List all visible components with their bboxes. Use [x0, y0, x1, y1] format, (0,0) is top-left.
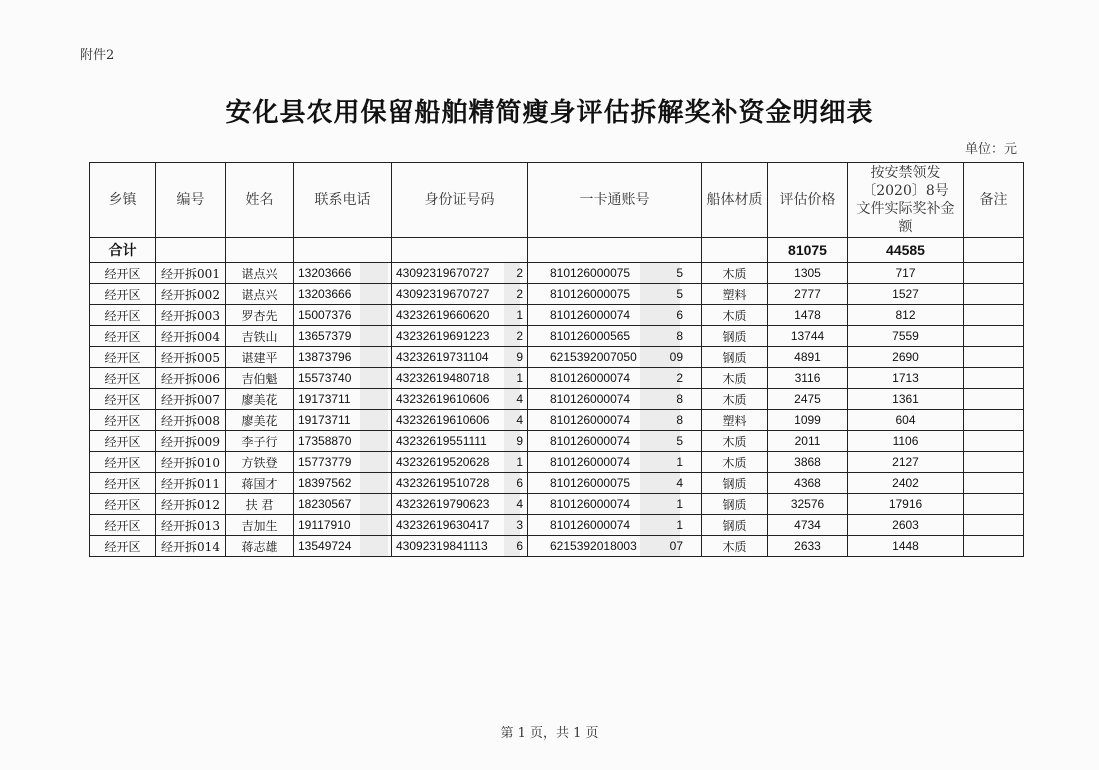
- cell-appraisal: 2011: [768, 431, 848, 452]
- table-row: [90, 431, 1024, 452]
- idcard-text: 43232619630417: [396, 518, 490, 532]
- redaction-block: [640, 263, 680, 283]
- table-header-row: [90, 163, 1024, 238]
- cell-phone: [294, 305, 392, 326]
- cell-name: 吉铁山: [226, 326, 294, 347]
- col-header-phone: 联系电话: [294, 163, 392, 238]
- cell-appraisal: 13744: [768, 326, 848, 347]
- account-tail: 09: [669, 350, 683, 364]
- cell-town: 经开区: [90, 431, 156, 452]
- cell-idcard: [392, 410, 528, 431]
- phone-text: 17358870: [298, 434, 352, 448]
- account-tail: 07: [669, 539, 683, 553]
- cell-name: 谌点兴: [226, 263, 294, 284]
- table-cell: [702, 238, 768, 263]
- table-row: [90, 263, 1024, 284]
- cell-idcard: [392, 431, 528, 452]
- cell-phone: [294, 536, 392, 557]
- idcard-text: 43232619480718: [396, 371, 490, 385]
- phone-text: 19173711: [298, 392, 351, 406]
- table-row: [90, 389, 1024, 410]
- cell-subsidy: 2127: [848, 452, 964, 473]
- cell-subsidy: 2603: [848, 515, 964, 536]
- cell-id: 经开拆014: [156, 536, 226, 557]
- cell-material: 塑料: [702, 284, 768, 305]
- idcard-tail: 2: [516, 266, 523, 280]
- cell-town: 经开区: [90, 347, 156, 368]
- idcard-text: 43232619790623: [396, 497, 490, 511]
- redaction-block: [640, 326, 680, 346]
- cell-account: [528, 305, 702, 326]
- cell-phone: [294, 326, 392, 347]
- idcard-tail: 1: [516, 455, 523, 469]
- cell-account: [528, 410, 702, 431]
- cell-town: 经开区: [90, 284, 156, 305]
- cell-subsidy: 1106: [848, 431, 964, 452]
- cell-phone: [294, 263, 392, 284]
- cell-appraisal: 4891: [768, 347, 848, 368]
- table-row: [90, 473, 1024, 494]
- cell-idcard: [392, 263, 528, 284]
- redaction-block: [360, 431, 388, 451]
- cell-phone: [294, 368, 392, 389]
- cell-subsidy: 1527: [848, 284, 964, 305]
- cell-note: [964, 410, 1024, 431]
- cell-account: [528, 431, 702, 452]
- cell-idcard: [392, 452, 528, 473]
- cell-name: 扶 君: [226, 494, 294, 515]
- cell-subsidy: 2690: [848, 347, 964, 368]
- idcard-text: 43232619660620: [396, 308, 490, 322]
- idcard-text: 43092319841113: [396, 539, 488, 553]
- account-tail: 8: [676, 413, 683, 427]
- account-text: 810126000074: [550, 371, 631, 385]
- cell-idcard: [392, 536, 528, 557]
- phone-text: 15007376: [298, 308, 352, 322]
- cell-material: 钢质: [702, 494, 768, 515]
- cell-note: [964, 347, 1024, 368]
- cell-town: 经开区: [90, 263, 156, 284]
- table-row: [90, 368, 1024, 389]
- cell-idcard: [392, 389, 528, 410]
- cell-name: 蒋国才: [226, 473, 294, 494]
- cell-subsidy: 812: [848, 305, 964, 326]
- redaction-block: [640, 431, 680, 451]
- col-header-subsidy: 按安禁领发〔2020〕8号文件实际奖补金额: [848, 163, 964, 238]
- phone-text: 13203666: [298, 287, 352, 301]
- table-cell: [528, 238, 702, 263]
- cell-name: 罗杏先: [226, 305, 294, 326]
- cell-note: [964, 326, 1024, 347]
- cell-note: [964, 263, 1024, 284]
- col-header-idcard: 身份证号码: [392, 163, 528, 238]
- cell-note: [964, 452, 1024, 473]
- cell-account: [528, 494, 702, 515]
- phone-text: 13657379: [298, 329, 352, 343]
- cell-subsidy: 1713: [848, 368, 964, 389]
- redaction-block: [360, 389, 388, 409]
- cell-note: [964, 431, 1024, 452]
- cell-name: 廖美花: [226, 410, 294, 431]
- table-cell: [392, 238, 528, 263]
- account-text: 810126000074: [550, 518, 631, 532]
- document-title: 安化县农用保留船舶精简瘦身评估拆解奖补资金明细表: [225, 98, 874, 128]
- cell-appraisal: 32576: [768, 494, 848, 515]
- cell-id: 经开拆001: [156, 263, 226, 284]
- phone-text: 18230567: [298, 497, 352, 511]
- cell-account: [528, 473, 702, 494]
- account-text: 810126000074: [550, 413, 631, 427]
- idcard-tail: 2: [516, 287, 523, 301]
- redaction-block: [360, 473, 388, 493]
- cell-name: 廖美花: [226, 389, 294, 410]
- cell-material: 木质: [702, 536, 768, 557]
- cell-account: [528, 368, 702, 389]
- cell-idcard: [392, 473, 528, 494]
- redaction-block: [640, 389, 680, 409]
- cell-appraisal: 4368: [768, 473, 848, 494]
- cell-material: 木质: [702, 431, 768, 452]
- idcard-tail: 9: [516, 350, 523, 364]
- account-text: 810126000565: [550, 329, 631, 343]
- cell-id: 经开拆005: [156, 347, 226, 368]
- cell-town: 经开区: [90, 536, 156, 557]
- subsidy-table: [89, 162, 1024, 557]
- cell-appraisal: 2633: [768, 536, 848, 557]
- cell-name: 吉加生: [226, 515, 294, 536]
- cell-town: 经开区: [90, 368, 156, 389]
- phone-text: 13873796: [298, 350, 352, 364]
- phone-text: 13203666: [298, 266, 352, 280]
- cell-idcard: [392, 347, 528, 368]
- table-row: [90, 326, 1024, 347]
- cell-town: 经开区: [90, 326, 156, 347]
- cell-town: 经开区: [90, 494, 156, 515]
- unit-label: 单位：元: [965, 142, 1018, 157]
- redaction-block: [640, 284, 680, 304]
- cell-note: [964, 536, 1024, 557]
- cell-idcard: [392, 368, 528, 389]
- cell-town: 经开区: [90, 473, 156, 494]
- idcard-text: 43232619610606: [396, 413, 490, 427]
- col-header-account: 一卡通账号: [528, 163, 702, 238]
- cell-material: 木质: [702, 263, 768, 284]
- account-text: 6215392007050: [550, 350, 637, 364]
- redaction-block: [360, 347, 388, 367]
- phone-text: 18397562: [298, 476, 352, 490]
- cell-account: [528, 515, 702, 536]
- account-text: 810126000074: [550, 455, 631, 469]
- col-header-town: 乡镇: [90, 163, 156, 238]
- cell-note: [964, 515, 1024, 536]
- cell-phone: [294, 410, 392, 431]
- account-tail: 1: [676, 455, 683, 469]
- cell-appraisal: 2475: [768, 389, 848, 410]
- account-tail: 8: [676, 392, 683, 406]
- cell-id: 经开拆010: [156, 452, 226, 473]
- cell-material: 钢质: [702, 326, 768, 347]
- phone-text: 19117910: [298, 518, 351, 532]
- cell-phone: [294, 389, 392, 410]
- account-tail: 2: [676, 371, 683, 385]
- cell-subsidy: 7559: [848, 326, 964, 347]
- cell-id: 经开拆012: [156, 494, 226, 515]
- cell-phone: [294, 431, 392, 452]
- cell-appraisal: 1478: [768, 305, 848, 326]
- total-subsidy: 44585: [848, 238, 964, 263]
- cell-name: 蒋志雄: [226, 536, 294, 557]
- idcard-text: 43232619510728: [396, 476, 490, 490]
- table-cell: [226, 238, 294, 263]
- idcard-text: 43232619551111: [396, 434, 487, 448]
- col-header-material: 船体材质: [702, 163, 768, 238]
- idcard-tail: 4: [516, 497, 523, 511]
- account-tail: 5: [676, 266, 683, 280]
- table-row: [90, 347, 1024, 368]
- cell-phone: [294, 347, 392, 368]
- cell-account: [528, 536, 702, 557]
- cell-id: 经开拆007: [156, 389, 226, 410]
- redaction-block: [360, 536, 388, 556]
- idcard-tail: 4: [516, 392, 523, 406]
- table-row: [90, 515, 1024, 536]
- total-row: [90, 238, 1024, 263]
- redaction-block: [360, 410, 388, 430]
- idcard-tail: 1: [516, 308, 523, 322]
- cell-material: 钢质: [702, 515, 768, 536]
- cell-appraisal: 1305: [768, 263, 848, 284]
- cell-account: [528, 263, 702, 284]
- account-tail: 6: [676, 308, 683, 322]
- cell-id: 经开拆011: [156, 473, 226, 494]
- cell-town: 经开区: [90, 389, 156, 410]
- cell-subsidy: 2402: [848, 473, 964, 494]
- account-text: 810126000074: [550, 392, 631, 406]
- phone-text: 19173711: [298, 413, 351, 427]
- redaction-block: [640, 515, 680, 535]
- cell-material: 木质: [702, 389, 768, 410]
- account-tail: 4: [676, 476, 683, 490]
- redaction-block: [360, 326, 388, 346]
- total-label: 合计: [90, 238, 156, 263]
- phone-text: 15773779: [298, 455, 352, 469]
- cell-id: 经开拆002: [156, 284, 226, 305]
- cell-account: [528, 452, 702, 473]
- idcard-tail: 9: [516, 434, 523, 448]
- cell-id: 经开拆004: [156, 326, 226, 347]
- idcard-text: 43232619731104: [396, 350, 489, 364]
- cell-account: [528, 347, 702, 368]
- table-row: [90, 452, 1024, 473]
- account-text: 810126000074: [550, 434, 631, 448]
- cell-idcard: [392, 515, 528, 536]
- redaction-block: [360, 452, 388, 472]
- redaction-block: [360, 305, 388, 325]
- cell-idcard: [392, 494, 528, 515]
- phone-text: 15573740: [298, 371, 352, 385]
- cell-material: 钢质: [702, 347, 768, 368]
- cell-name: 谌建平: [226, 347, 294, 368]
- cell-subsidy: 17916: [848, 494, 964, 515]
- cell-account: [528, 284, 702, 305]
- cell-subsidy: 717: [848, 263, 964, 284]
- redaction-block: [360, 263, 388, 283]
- cell-material: 钢质: [702, 473, 768, 494]
- idcard-tail: 4: [516, 413, 523, 427]
- cell-appraisal: 3868: [768, 452, 848, 473]
- account-tail: 1: [676, 497, 683, 511]
- redaction-block: [640, 410, 680, 430]
- idcard-tail: 6: [516, 539, 523, 553]
- cell-note: [964, 473, 1024, 494]
- account-tail: 8: [676, 329, 683, 343]
- cell-idcard: [392, 326, 528, 347]
- cell-appraisal: 3116: [768, 368, 848, 389]
- idcard-text: 43232619520628: [396, 455, 490, 469]
- cell-name: 方铁登: [226, 452, 294, 473]
- cell-id: 经开拆009: [156, 431, 226, 452]
- idcard-tail: 1: [516, 371, 523, 385]
- account-text: 810126000075: [550, 476, 631, 490]
- cell-id: 经开拆003: [156, 305, 226, 326]
- cell-material: 木质: [702, 305, 768, 326]
- cell-note: [964, 389, 1024, 410]
- cell-town: 经开区: [90, 410, 156, 431]
- cell-note: [964, 284, 1024, 305]
- cell-id: 经开拆013: [156, 515, 226, 536]
- cell-phone: [294, 284, 392, 305]
- cell-material: 木质: [702, 368, 768, 389]
- idcard-text: 43092319670727: [396, 266, 490, 280]
- cell-subsidy: 604: [848, 410, 964, 431]
- phone-text: 13549724: [298, 539, 352, 553]
- cell-account: [528, 326, 702, 347]
- cell-town: 经开区: [90, 305, 156, 326]
- account-text: 6215392018003: [550, 539, 637, 553]
- account-tail: 5: [676, 287, 683, 301]
- idcard-text: 43092319670727: [396, 287, 490, 301]
- idcard-tail: 2: [516, 329, 523, 343]
- table-row: [90, 305, 1024, 326]
- table-row: [90, 284, 1024, 305]
- cell-note: [964, 494, 1024, 515]
- cell-phone: [294, 452, 392, 473]
- cell-subsidy: 1448: [848, 536, 964, 557]
- account-text: 810126000074: [550, 308, 631, 322]
- redaction-block: [640, 494, 680, 514]
- table-row: [90, 410, 1024, 431]
- redaction-block: [640, 473, 680, 493]
- table-cell: [294, 238, 392, 263]
- cell-town: 经开区: [90, 515, 156, 536]
- account-tail: 1: [676, 518, 683, 532]
- col-header-name: 姓名: [226, 163, 294, 238]
- cell-id: 经开拆006: [156, 368, 226, 389]
- cell-appraisal: 2777: [768, 284, 848, 305]
- account-text: 810126000075: [550, 266, 631, 280]
- table-cell: [964, 238, 1024, 263]
- col-header-appraisal: 评估价格: [768, 163, 848, 238]
- cell-idcard: [392, 284, 528, 305]
- cell-appraisal: 4734: [768, 515, 848, 536]
- redaction-block: [360, 368, 388, 388]
- cell-note: [964, 368, 1024, 389]
- redaction-block: [640, 452, 680, 472]
- idcard-tail: 6: [516, 476, 523, 490]
- page-footer: 第 1 页，共 1 页: [500, 726, 599, 741]
- attachment-label: 附件2: [80, 48, 115, 63]
- cell-material: 木质: [702, 452, 768, 473]
- redaction-block: [640, 368, 680, 388]
- account-text: 810126000075: [550, 287, 631, 301]
- redaction-block: [360, 515, 388, 535]
- cell-name: 李子行: [226, 431, 294, 452]
- cell-note: [964, 305, 1024, 326]
- cell-idcard: [392, 305, 528, 326]
- table-row: [90, 536, 1024, 557]
- redaction-block: [640, 305, 680, 325]
- idcard-text: 43232619610606: [396, 392, 490, 406]
- cell-name: 吉伯魁: [226, 368, 294, 389]
- total-appraisal: 81075: [768, 238, 848, 263]
- table-row: [90, 494, 1024, 515]
- cell-phone: [294, 494, 392, 515]
- redaction-block: [360, 284, 388, 304]
- cell-town: 经开区: [90, 452, 156, 473]
- idcard-tail: 3: [516, 518, 523, 532]
- cell-material: 塑料: [702, 410, 768, 431]
- col-header-note: 备注: [964, 163, 1024, 238]
- col-header-id: 编号: [156, 163, 226, 238]
- cell-id: 经开拆008: [156, 410, 226, 431]
- redaction-block: [360, 494, 388, 514]
- cell-appraisal: 1099: [768, 410, 848, 431]
- table-cell: [156, 238, 226, 263]
- cell-phone: [294, 515, 392, 536]
- cell-name: 谌点兴: [226, 284, 294, 305]
- cell-subsidy: 1361: [848, 389, 964, 410]
- cell-account: [528, 389, 702, 410]
- account-tail: 5: [676, 434, 683, 448]
- cell-phone: [294, 473, 392, 494]
- account-text: 810126000074: [550, 497, 631, 511]
- idcard-text: 43232619691223: [396, 329, 490, 343]
